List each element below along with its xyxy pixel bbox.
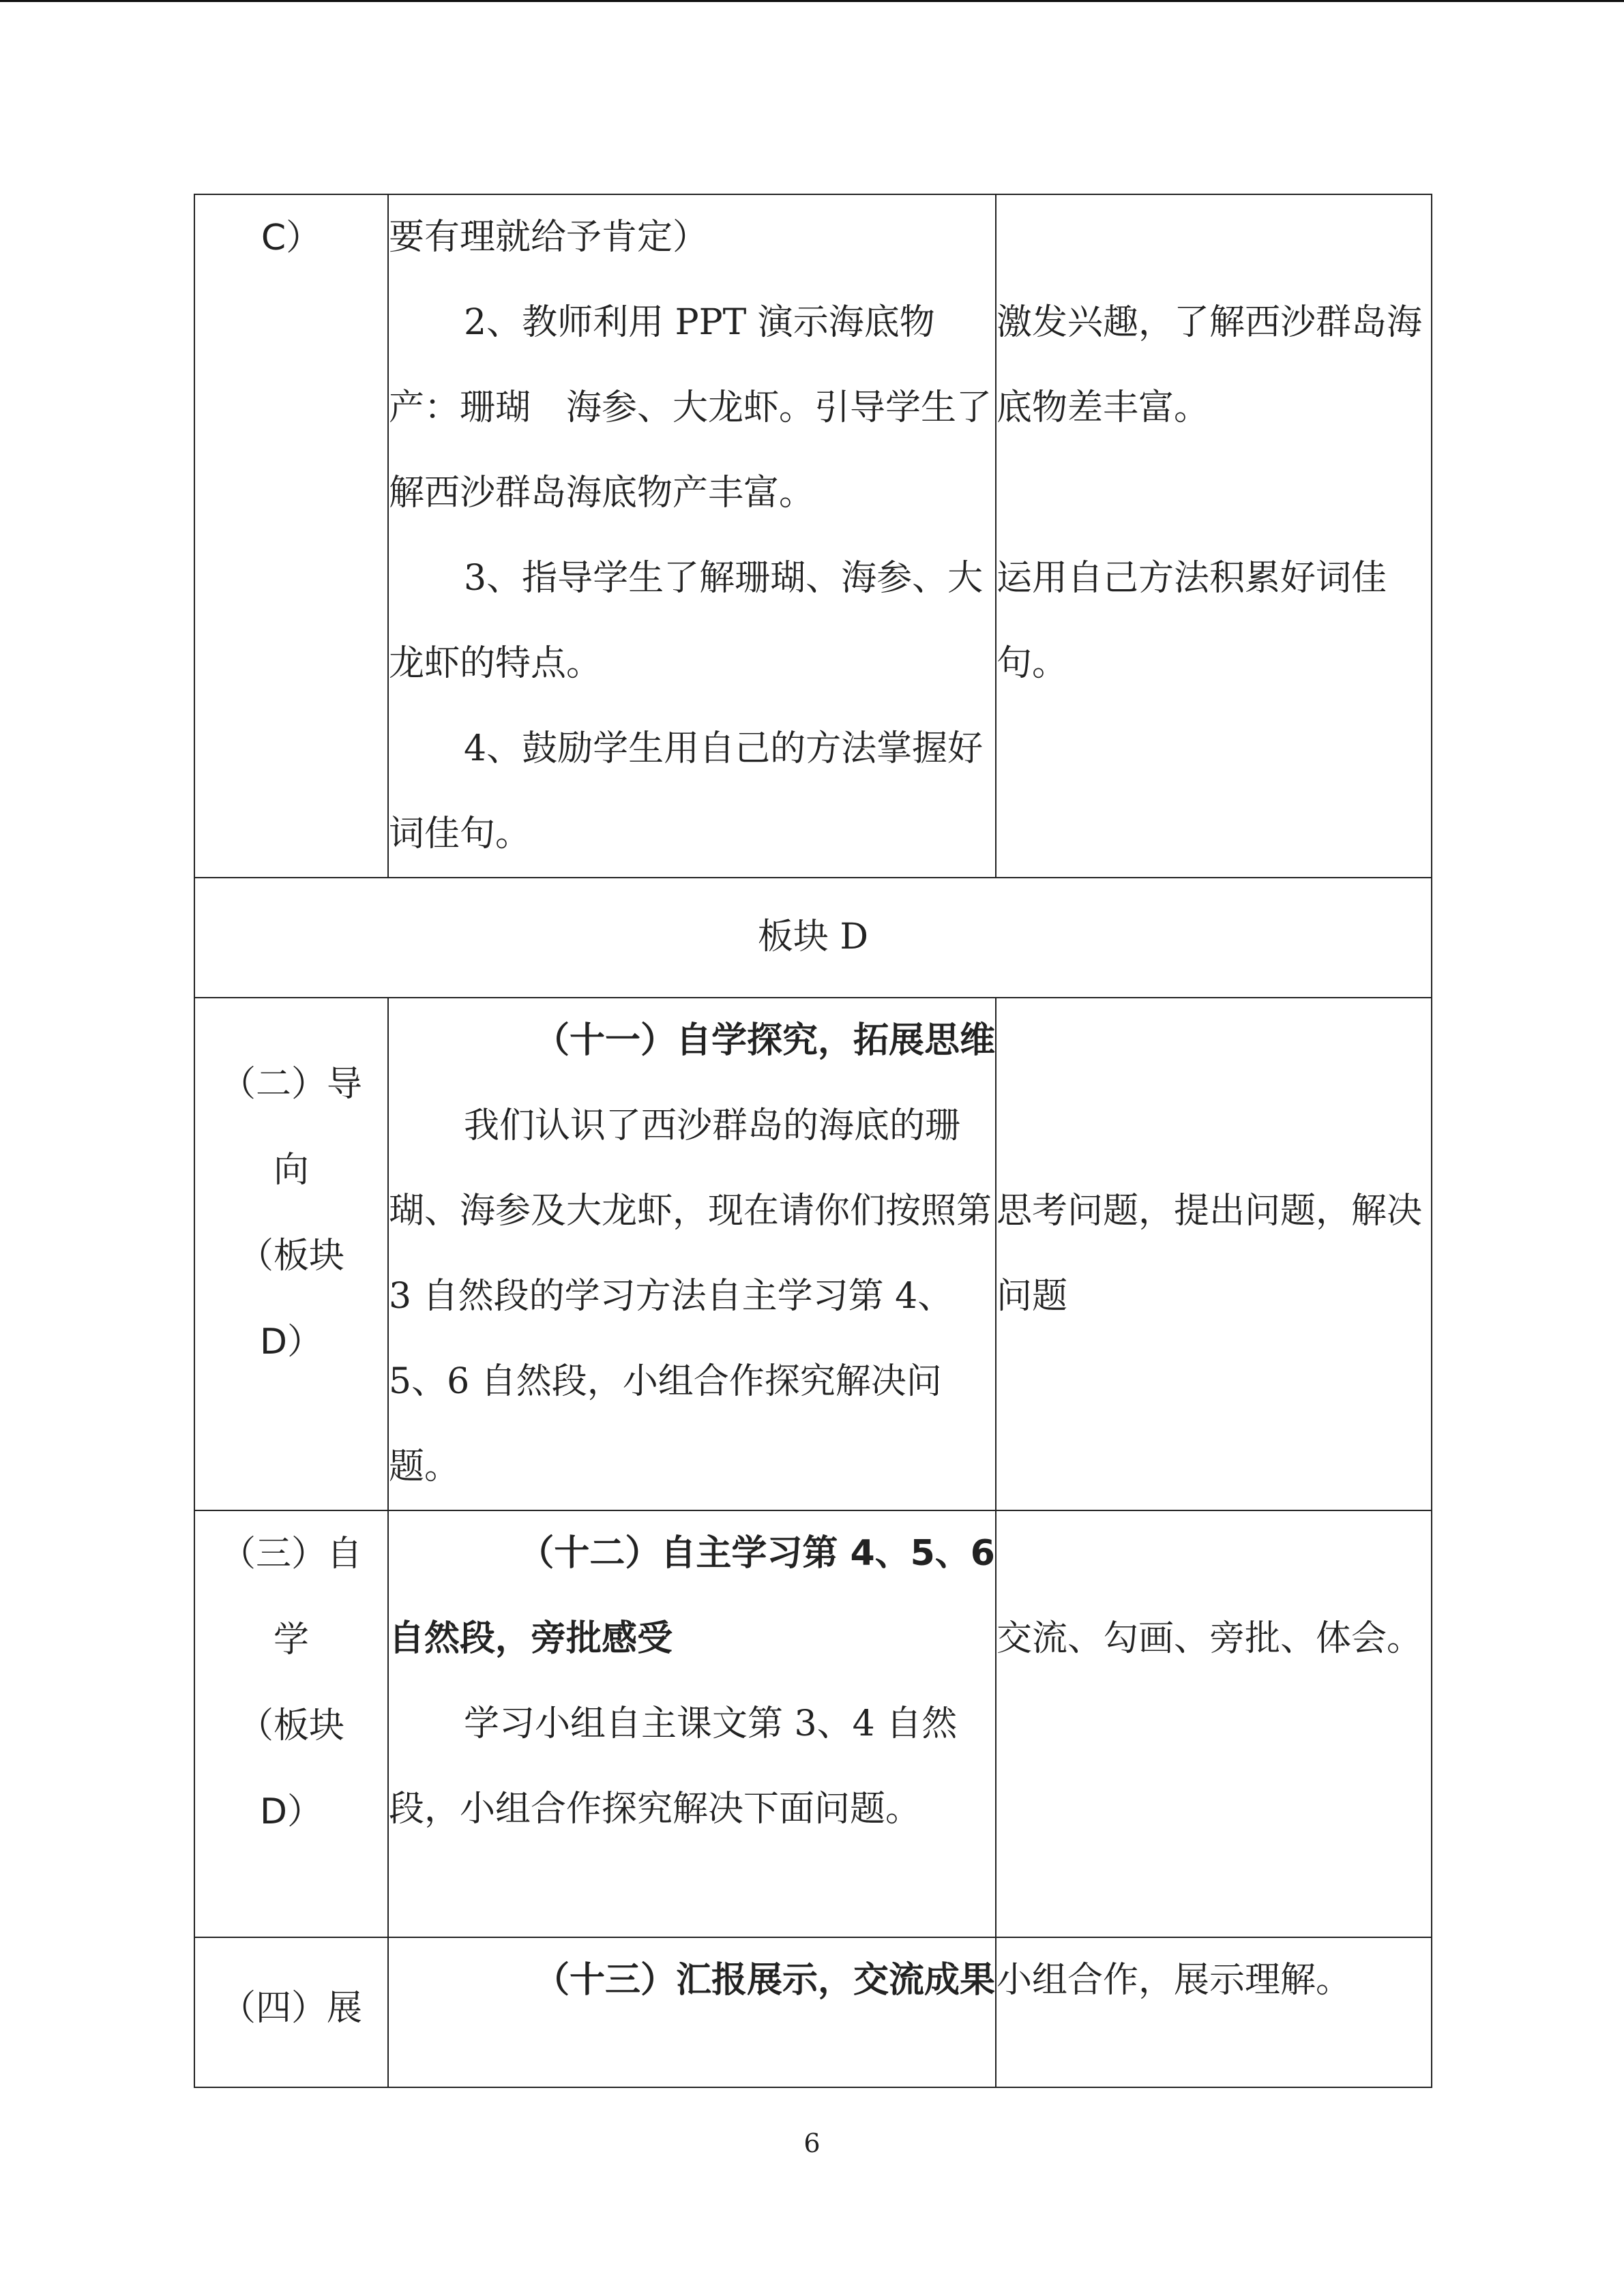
process-paragraph: 要有理就给予肯定） [389, 217, 709, 258]
process-paragraph: 2、教师利用 PPT 演示海底物产：珊瑚 海参、大龙虾。引导学生了解西沙群岛海底物产丰富。 [389, 302, 992, 513]
process-cell [388, 1510, 996, 1937]
stage-text: 学 [273, 1620, 309, 1660]
stage-text: 向 [273, 1150, 309, 1191]
step-heading: （十三）汇报展示，交流成果 [533, 1960, 995, 2001]
purpose-cell [996, 998, 1432, 1510]
purpose-text: 激发兴趣，了解西沙群岛海底物差丰富。 [996, 302, 1423, 428]
table-row [194, 1937, 1432, 2087]
stage-text: （板块 [237, 1705, 344, 1746]
stage-cell [194, 1937, 388, 2087]
purpose-text: 小组合作，展示理解。 [996, 1960, 1352, 2001]
purpose-text: 思考问题，提出问题，解决问题 [996, 1191, 1423, 1317]
purpose-cell [996, 1937, 1432, 2087]
lesson-plan-table [194, 194, 1432, 2088]
table-row [194, 998, 1432, 1510]
stage-text: C） [261, 218, 322, 258]
stage-text: （板块 [237, 1236, 344, 1277]
step-heading: （十二）自主学习第 4、5、6 [518, 1533, 995, 1574]
stage-text: D） [259, 1791, 323, 1832]
stage-cell [194, 194, 388, 878]
step-heading: （十一）自学探究，拓展思维 [533, 1020, 995, 1061]
step-heading-continued: 自然段，旁批感受 [389, 1618, 673, 1659]
process-paragraph: 我们认识了西沙群岛的海底的珊瑚、海参及大龙虾，现在请你们按照第 3 自然段的学习方法自主学习第 4、5、6 自然段，小组合作探究解决问题。 [389, 1105, 992, 1487]
stage-cell [194, 998, 388, 1510]
process-cell [388, 998, 996, 1510]
purpose-cell [996, 1510, 1432, 1937]
process-paragraph: 3、指导学生了解珊瑚、海参、大龙虾的特点。 [389, 558, 984, 684]
process-paragraph: 4、鼓励学生用自己的方法掌握好词佳句。 [389, 728, 984, 854]
section-row [194, 878, 1432, 998]
table-row [194, 194, 1432, 878]
process-paragraph: 学习小组自主课文第 3、4 自然段，小组合作探究解决下面问题。 [389, 1703, 958, 1830]
process-cell [388, 194, 996, 878]
purpose-cell [996, 194, 1432, 878]
purpose-text: 交流、勾画、旁批、体会。 [996, 1618, 1423, 1659]
stage-cell [194, 1510, 388, 1937]
top-border-line [0, 0, 1624, 2]
section-title: 板块 D [194, 878, 1432, 998]
process-cell [388, 1937, 996, 2087]
stage-text: （四）展 [220, 1988, 362, 2029]
stage-text: （二）导 [220, 1064, 362, 1105]
table-row [194, 1510, 1432, 1937]
purpose-text: 运用自己方法积累好词佳句。 [996, 558, 1387, 684]
page-number: 6 [803, 2128, 821, 2158]
stage-text: D） [259, 1322, 323, 1362]
stage-text: （三）自 [220, 1534, 362, 1575]
